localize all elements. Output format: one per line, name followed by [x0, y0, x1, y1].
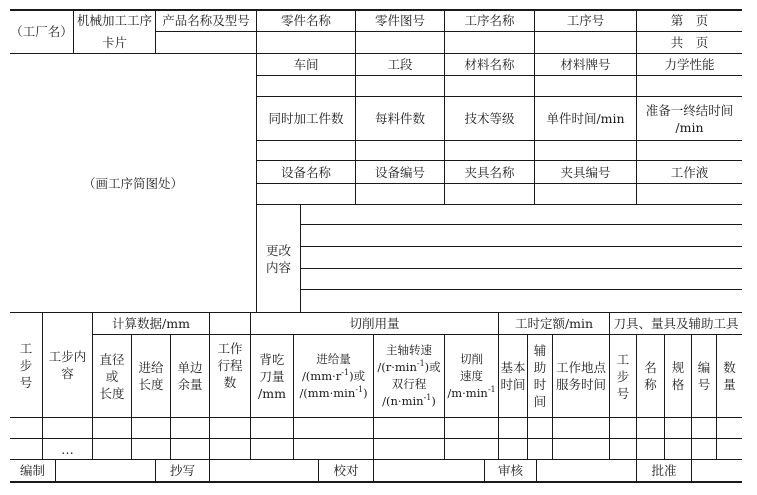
tool-spec-header: 规 格 — [671, 360, 685, 392]
equip-no-label: 设备编号 — [374, 164, 425, 180]
step-content-header: 工步内 容 — [48, 349, 87, 381]
per-blank-label: 每料件数 — [374, 111, 425, 126]
speed-line1: 切削 — [460, 351, 483, 366]
allowance-header: 单边 余量 — [177, 360, 203, 392]
table-border-bottom — [10, 481, 742, 483]
copied-label: 抄写 — [169, 463, 195, 478]
data-row-line-1 — [10, 417, 742, 418]
depth-header: 背吃 刀量 /mm — [258, 351, 286, 401]
step-no-header: 工 步 号 — [19, 340, 33, 390]
diameter-header: 直径 或 长度 — [99, 351, 125, 401]
card-title-line2: 卡片 — [101, 35, 127, 50]
material-name-label: 材料名称 — [464, 57, 515, 72]
ftr-vline-1 — [55, 459, 56, 481]
material-grade-label: 材料牌号 — [560, 57, 611, 72]
info-line-1 — [256, 75, 742, 76]
spindle-line1: 主轴转速 — [386, 343, 432, 357]
part-name-label: 零件名称 — [280, 13, 331, 28]
process-name-label: 工序名称 — [464, 13, 515, 28]
product-name-label: 产品名称及型号 — [162, 13, 250, 28]
tech-grade-label: 技术等级 — [464, 111, 515, 126]
cutting-params-header: 切削用量 — [349, 316, 400, 331]
passes-header: 工作 行程 数 — [217, 340, 243, 390]
feed-rate-header — [294, 335, 373, 417]
ftr-vline-5 — [373, 459, 374, 481]
table-row-ellipsis: … — [61, 441, 74, 457]
factory-name: （工厂名） — [10, 24, 73, 39]
info-line-6 — [256, 204, 742, 205]
speed-line2: 速度 — [460, 368, 483, 383]
sketch-area: （画工序简图处） — [82, 175, 183, 191]
simul-parts-label: 同时加工件数 — [268, 111, 344, 126]
cutting-speed-header — [445, 335, 498, 417]
spindle-line2: $/(r\cdot\min^{-1})$或 — [377, 359, 441, 374]
revision-line-3 — [300, 268, 742, 269]
basic-time-header: 基本 时间 — [500, 360, 526, 392]
tool-name-header: 名 称 — [644, 360, 657, 392]
prep-time-label: 准备一终结时间 /min — [645, 102, 734, 135]
ftr-vline-7 — [536, 459, 537, 481]
tool-step-header: 工 步 号 — [616, 351, 630, 401]
approved-label: 批准 — [651, 463, 677, 478]
fixture-no-label: 夹具编号 — [560, 164, 611, 180]
spindle-line4: $/(n\cdot\min^{-1})$ — [382, 393, 436, 408]
feed-rate-line3: $/(mm\cdot\min^{-1})$ — [299, 384, 368, 400]
tools-header: 刀具、量具及辅助工具 — [613, 316, 739, 331]
reviewed-label: 审核 — [497, 463, 523, 478]
feed-rate-line2: $/(mm\cdot r^{-1})$或 — [301, 367, 366, 383]
feed-length-header: 进给 长度 — [138, 360, 164, 392]
revision-line-2 — [300, 246, 742, 247]
unit-time-label: 单件时间/min — [546, 111, 625, 126]
ftr-vline-3 — [209, 459, 210, 481]
revision-line-1 — [300, 224, 742, 225]
data-row-line-2 — [10, 438, 742, 439]
feed-rate-line1: 进给量 — [316, 351, 351, 366]
revision-label: 更改 内容 — [265, 242, 291, 275]
process-no-label: 工序号 — [566, 13, 605, 28]
revision-line-4 — [300, 289, 742, 290]
mech-props-label: 力学性能 — [664, 57, 715, 72]
info-line-3 — [256, 140, 742, 141]
aux-time-header: 辅 助 时 间 — [533, 343, 547, 409]
checked-label: 校对 — [333, 463, 359, 478]
calc-data-header: 计算数据/mm — [112, 316, 190, 331]
page-total-label: 共 页 — [670, 35, 709, 50]
compiled-label: 编制 — [19, 463, 45, 478]
fixture-name-label: 夹具名称 — [464, 164, 515, 180]
time-quota-header: 工时定额/min — [514, 316, 594, 331]
page-number-label: 第 页 — [670, 13, 709, 28]
coolant-label: 工作液 — [670, 164, 709, 180]
tool-no-header: 编 号 — [697, 360, 711, 392]
ftr-vline-9 — [691, 459, 692, 481]
tool-qty-header: 数 量 — [723, 360, 736, 392]
revision-vline — [300, 204, 301, 312]
service-time-header: 工作地点 服务时间 — [555, 360, 606, 392]
speed-line3: $/m\cdot\min^{-1}$ — [447, 384, 496, 400]
spindle-line3: 双行程 — [391, 377, 427, 391]
footer-top-line — [10, 459, 742, 460]
spindle-speed-header — [374, 335, 444, 417]
equip-name-label: 设备名称 — [280, 164, 331, 180]
info-line-5 — [256, 183, 742, 184]
workshop-label: 车间 — [293, 57, 319, 72]
card-title-line1: 机械加工工序 — [76, 13, 152, 28]
section-label: 工段 — [387, 57, 413, 72]
part-drawing-label: 零件图号 — [374, 13, 425, 28]
